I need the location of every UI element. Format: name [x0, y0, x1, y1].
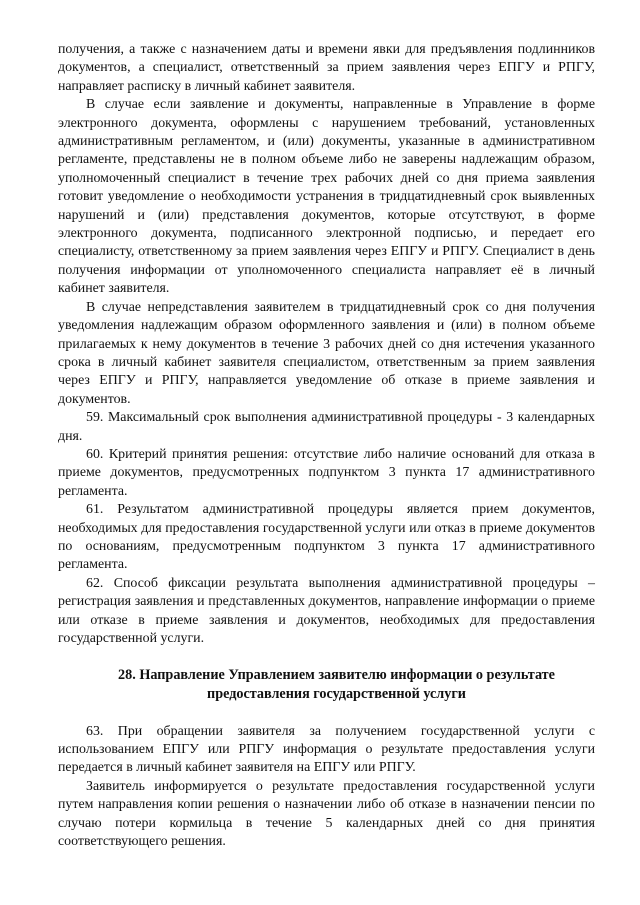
paragraph-60: 60. Критерий принятия решения: отсутствие либо наличие оснований для отказа в приеме документов, предусмотренных подпунктом 3 пункта 17 административного регламента. [58, 446, 595, 499]
paragraph-63: 63. При обращении заявителя за получением государственной услуги с использованием ЕПГУ или РПГУ информация о результате предоставления услуги передается в личный кабинет заявителя на ЕПГУ или РПГУ. [58, 723, 595, 776]
paragraph-non-submission: В случае непредставления заявителем в тридцатидневный срок со дня получения уведомления надлежащим образом оформленного заявления и (или) в полном объеме прилагаемых к нему документов в течение 3 рабочих дней со дня истечения указанного срока в личный кабинет заявителя специалистом, ответственным за прием заявления через ЕПГУ и РПГУ, направляется уведомление об отказе в приеме заявления и документов. [58, 299, 595, 407]
spacer [58, 648, 595, 666]
paragraph-applicant-informed: Заявитель информируется о результате предоставления государственной услуги путем направления копии решения о назначении либо об отказе в назначении пенсии по случаю потери кормильца в течение 5 календарных дней со дня принятия соответствующего решения. [58, 778, 595, 850]
spacer [58, 704, 595, 723]
paragraph-62: 62. Способ фиксации результата выполнения административной процедуры – регистрация заявления и представленных документов, направление информации о приеме или отказе в приеме заявления и документов, необходимых для предоставления государственной услуги. [58, 575, 595, 646]
paragraph-61: 61. Результатом административной процедуры является прием документов, необходимых для предоставления государственной услуги или отказ в приеме документов по основаниям, предусмотренным подпунктом 3 пункта 17 административного регламента. [58, 502, 595, 573]
paragraph-electronic-documents-violation: В случае если заявление и документы, направленные в Управление в форме электронного документа, оформлены с нарушением требований, установленных административным регламентом, и (или) документы, указанные в административном регламенте, представлены не в полном объеме либо не заверены надлежащим образом, уполномоченный специалист в течение трех рабочих дней со дня приема заявления готовит уведомление о необходимости устранения в тридцатидневный срок выявленных нарушений и (или) представления документов, которые отсутствуют, в форме электронного документа, подписанного электронной подписью, и передает его специалисту, ответственному за прием заявления через ЕПГУ и РПГУ. Специалист в день получения информации от уполномоченного специалиста направляет её в личный кабинет заявителя. [58, 97, 595, 297]
document-body [58, 41, 595, 851]
paragraph-59: 59. Максимальный срок выполнения административной процедуры - 3 календарных дня. [58, 410, 595, 444]
paragraph-continuation: получения, а также с назначением даты и времени явки для предъявления подлинников документов, а специалист, ответственный за прием заявления через ЕПГУ и РПГУ, направляет расписку в личный кабинет заявителя. [58, 42, 595, 94]
section-heading: 28. Направление Управлением заявителю информации о результате предоставления государственной услуги [118, 667, 555, 702]
